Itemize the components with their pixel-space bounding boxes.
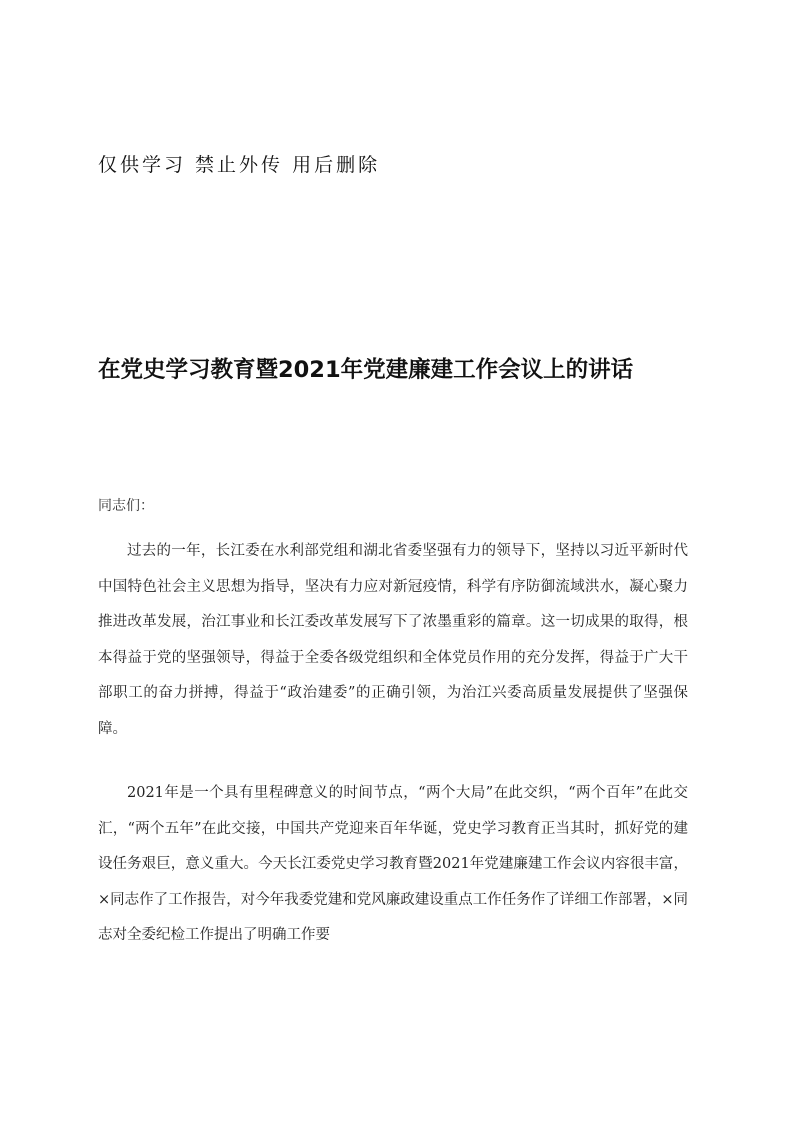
salutation: 同志们：: [98, 498, 154, 514]
usage-notice: 仅供学习 禁止外传 用后删除: [98, 154, 381, 176]
body-paragraph: 2021年是一个具有里程碑意义的时间节点，“两个大局”在此交织，“两个百年”在此交汇，“两个五年”在此交接，中国共产党迎来百年华诞，党史学习教育正当其时，抓好党的建设任务艰巨，意义重大。今天长江委党史学习教育暨2021年党建廉建工作会议内容很丰富，×同志作了工作报告，对今年我委党建和党风廉政建设重点工作任务作了详细工作部署，×同志对全委纪检工作提出了明确工作要: [98, 785, 688, 943]
document-title: 在党史学习教育暨2021年党建廉建工作会议上的讲话: [98, 357, 634, 383]
body-paragraph: 过去的一年，长江委在水利部党组和湖北省委坚强有力的领导下，坚持以习近平新时代中国特色社会主义思想为指导，坚决有力应对新冠疫情，科学有序防御流域洪水，凝心聚力推进改革发展，治江事业和长江委改革发展写下了浓墨重彩的篇章。这一切成果的取得，根本得益于党的坚强领导，得益于全委各级党组织和全体党员作用的充分发挥，得益于广大干部职工的奋力拼搏，得益于“政治建委”的正确引领，为治江兴委高质量发展提供了坚强保障。: [98, 543, 688, 737]
